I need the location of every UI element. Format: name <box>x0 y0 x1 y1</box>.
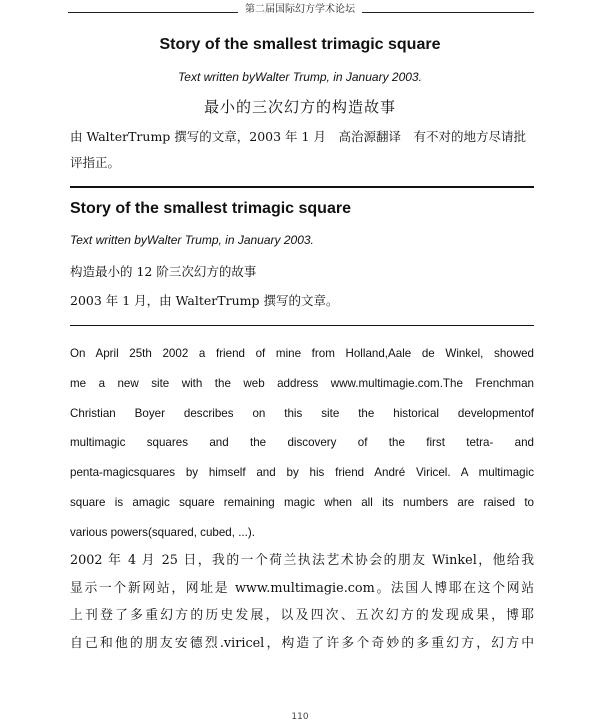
document-title: Story of the smallest trimagic square <box>159 36 441 53</box>
section-title: Story of the smallest trimagic square <box>70 200 351 217</box>
translator-note: 由 WalterTrump 撰写的文章，2003 年 1 月 高治源翻译 有不对的地方尽请批评指正。 <box>70 129 526 170</box>
header-rule-right <box>362 12 534 13</box>
english-paragraph <box>70 339 534 548</box>
page-number: 110 <box>291 712 309 722</box>
chinese-line: 2002 年 4 月 25 日，我的一个荷兰执法艺术协会的朋友 Winkel，他给我 <box>70 553 534 568</box>
section-subtitle: Text written byWalter Trump, in January 2003. <box>70 233 314 247</box>
chinese-line: 自己和他的朋友安德烈.viricel，构造了许多个奇妙的多重幻方，幻方中 <box>70 635 534 651</box>
section-divider-top <box>70 186 534 188</box>
section-divider-bottom <box>70 325 534 326</box>
english-line: On April 25th 2002 a friend of mine from Holland,Aale de Winkel, showed <box>70 347 534 360</box>
chinese-line: 上刊登了多重幻方的历史发展，以及四次、五次幻方的发现成果，博耶 <box>70 608 534 623</box>
english-line: Christian Boyer describes on this site the historical developmentof <box>70 406 534 420</box>
document-subtitle: Text written byWalter Trump, in January 2003. <box>178 70 422 84</box>
chinese-paragraph <box>70 547 534 657</box>
english-line: square is amagic square remaining magic when all its numbers are raised to <box>70 495 534 509</box>
section-chinese-byline: 2003 年 1 月，由 WalterTrump 撰写的文章。 <box>70 293 339 308</box>
english-line: various powers(squared, cubed, ...). <box>70 525 255 539</box>
english-line: me a new site with the web address www.multimagie.com.The Frenchman <box>70 376 534 390</box>
english-line: penta-magicsquares by himself and by his friend André Viricel. A multimagic <box>70 466 534 480</box>
chinese-title: 最小的三次幻方的构造故事 <box>203 98 396 116</box>
chinese-line: 显示一个新网站，网址是 www.multimagie.com。法国人博耶在这个网站 <box>70 580 534 596</box>
running-header: 第二届国际幻方学术论坛 <box>245 4 355 15</box>
english-line: multimagic squares and the discovery of the first tetra- and <box>70 436 534 450</box>
header-rule-left <box>68 12 238 13</box>
section-chinese-title: 构造最小的 12 阶三次幻方的故事 <box>70 264 257 279</box>
